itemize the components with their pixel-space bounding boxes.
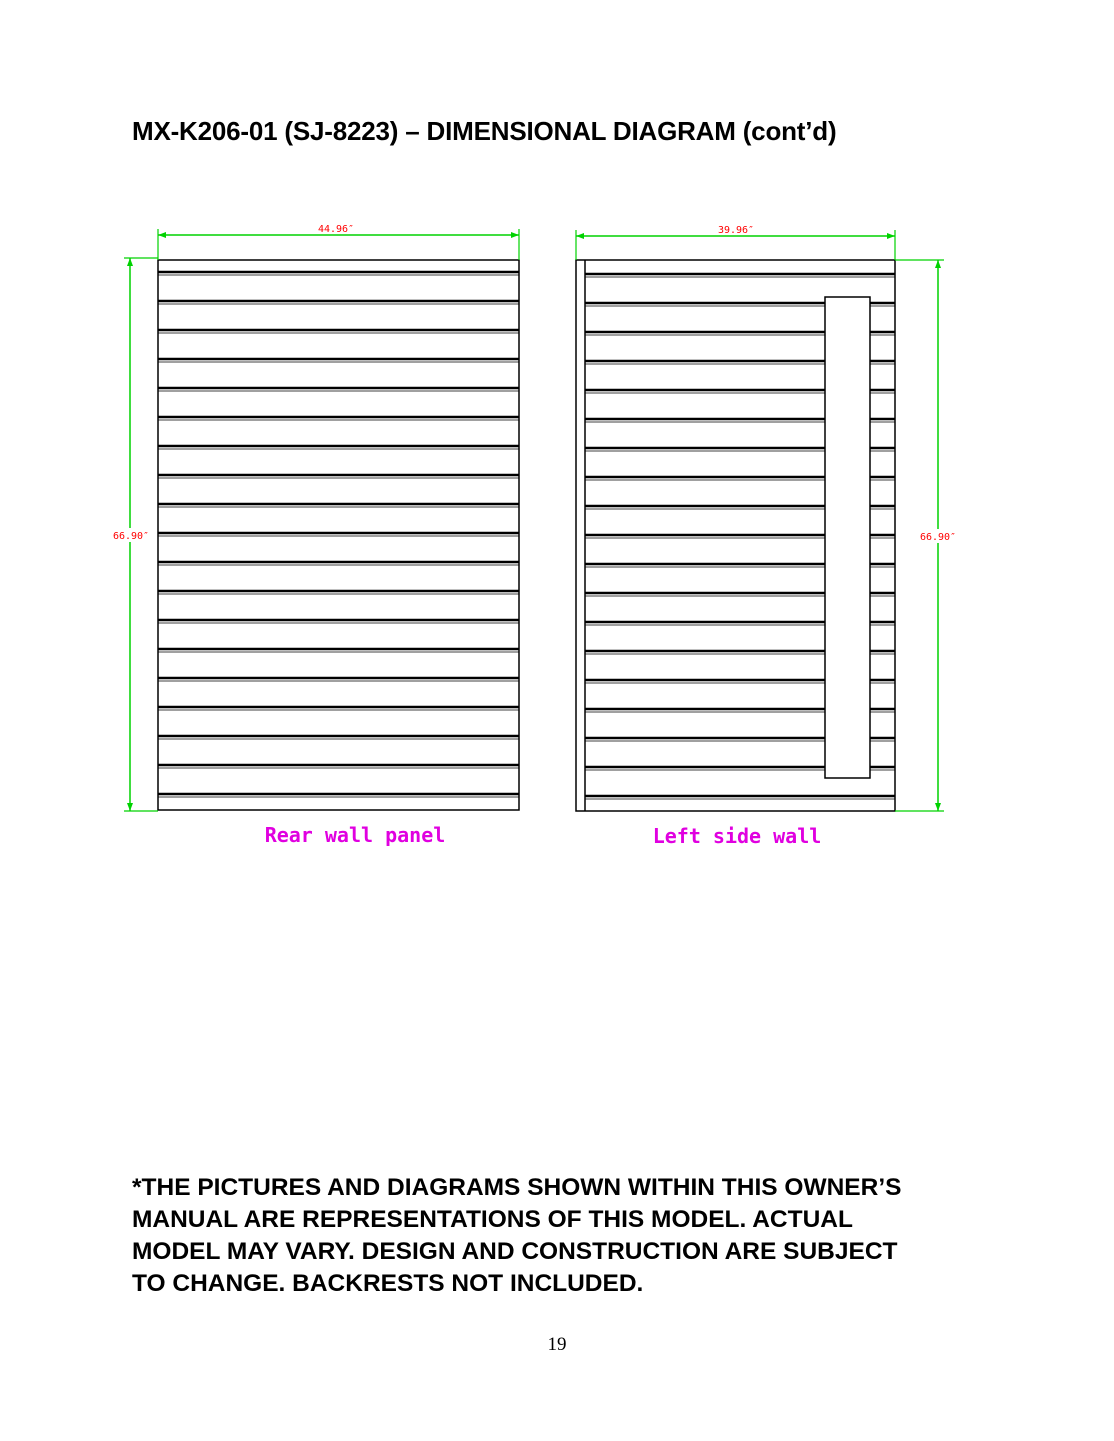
page-title: MX-K206-01 (SJ-8223) – DIMENSIONAL DIAGRAM (cont’d) — [132, 116, 837, 146]
rear-width-arrow-left — [158, 232, 166, 238]
left-side-wall-width-dimension — [576, 225, 895, 260]
disclaimer-line: *THE PICTURES AND DIAGRAMS SHOWN WITHIN THIS OWNER’S — [132, 1174, 902, 1201]
left-side-wall — [576, 260, 895, 811]
rear-height-arrow-bottom — [127, 803, 133, 811]
disclaimer-line: MODEL MAY VARY. DESIGN AND CONSTRUCTION ARE SUBJECT — [132, 1238, 898, 1265]
rear-wall-width-dimension — [158, 224, 519, 260]
rear-width-label: 44.96″ — [317, 224, 355, 235]
rear-wall-slats — [158, 272, 519, 797]
side-width-arrow-left — [576, 233, 584, 239]
side-height-label: 66.90″ — [919, 532, 957, 543]
rear-wall-outline — [158, 260, 519, 810]
page-number: 19 — [547, 1334, 567, 1355]
rear-wall-height-dimension — [108, 258, 158, 811]
disclaimer-line: TO CHANGE. BACKRESTS NOT INCLUDED. — [132, 1270, 644, 1297]
left-side-wall-height-dimension — [895, 260, 961, 811]
side-width-arrow-right — [887, 233, 895, 239]
left-side-wall-caption: Left side wall — [652, 824, 822, 848]
disclaimer — [132, 1172, 992, 1300]
side-width-label: 39.96″ — [717, 225, 755, 236]
rear-wall-panel — [158, 260, 519, 810]
disclaimer-line: MANUAL ARE REPRESENTATIONS OF THIS MODEL. ACTUAL — [132, 1206, 853, 1233]
side-height-arrow-bottom — [935, 803, 941, 811]
rear-height-arrow-top — [127, 258, 133, 266]
rear-wall-caption: Rear wall panel — [264, 823, 446, 847]
side-height-arrow-top — [935, 260, 941, 268]
left-side-wall-vertical-brace — [825, 297, 870, 778]
rear-width-arrow-right — [511, 232, 519, 238]
rear-height-label: 66.90″ — [112, 531, 150, 542]
